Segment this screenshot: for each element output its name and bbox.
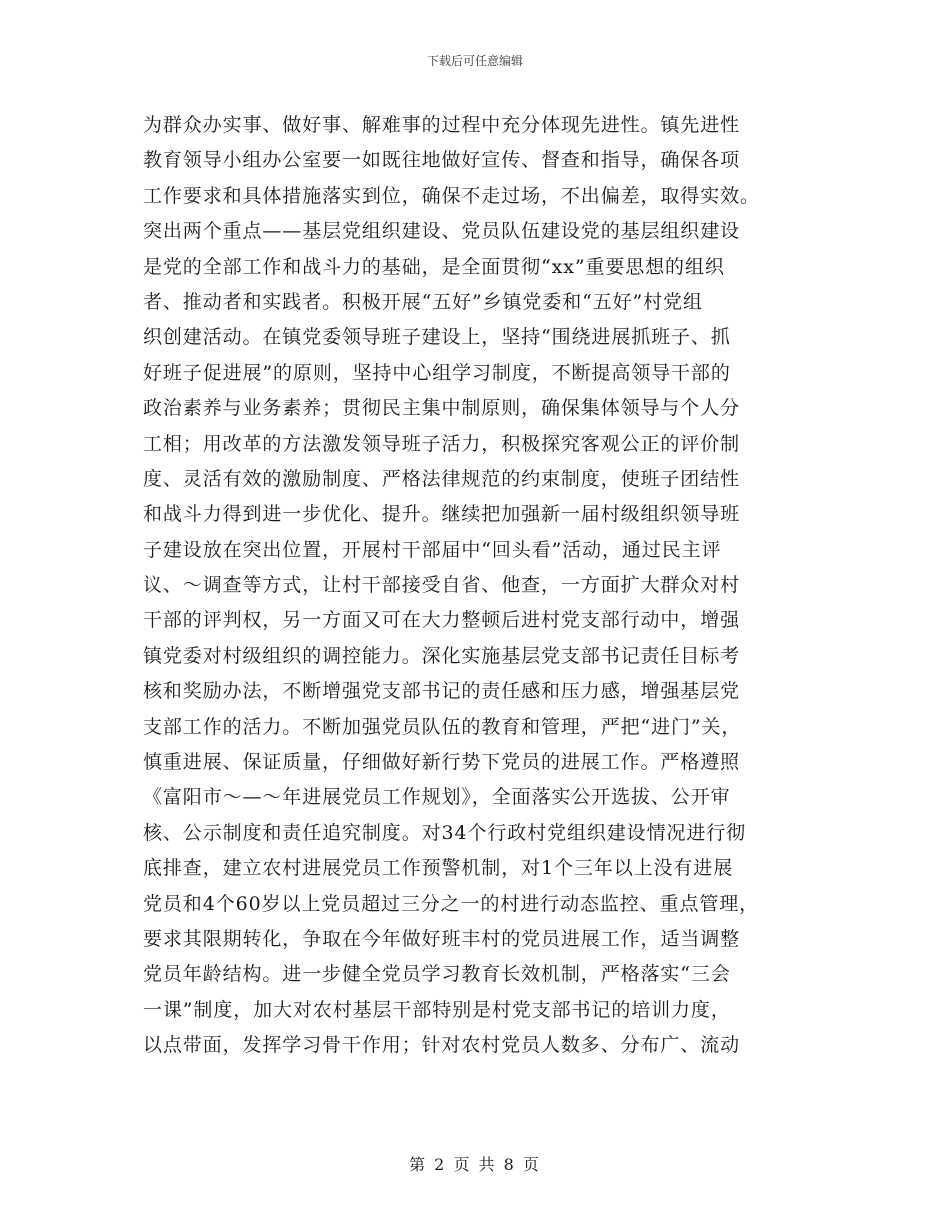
text-line: 《富阳市～—～年进展党员工作规划》，全面落实公开选拔、公开审 xyxy=(143,786,731,809)
text-line: 度、灵活有效的激励制度、严格法律规范的约束制度，使班子团结性 xyxy=(143,467,741,490)
text-line: 党员和4个60岁以上党员超过三分之一的村进行动态监控、重点管理， xyxy=(143,892,760,915)
body-text xyxy=(143,108,823,1064)
text-line: 党员年龄结构。进一步健全党员学习教育长效机制，严格落实“三会 xyxy=(143,963,731,986)
text-line: 织创建活动。在镇党委领导班子建设上，坚持“围绕进展抓班子、抓 xyxy=(143,326,731,349)
text-line: 好班子促进展”的原则，坚持中心组学习制度，不断提高领导干部的 xyxy=(143,361,731,384)
text-line: 底排查，建立农村进展党员工作预警机制，对1个三年以上没有进展 xyxy=(143,857,734,880)
text-line: 和战斗力得到进一步优化、提升。继续把加强新一届村级组织领导班 xyxy=(143,503,741,526)
text-line: 镇党委对村级组织的调控能力。深化实施基层党支部书记责任目标考 xyxy=(143,644,741,667)
text-line: 教育领导小组办公室要一如既往地做好宣传、督查和指导，确保各项 xyxy=(143,149,741,172)
text-line: 议、～调查等方式，让村干部接受自省、他查，一方面扩大群众对村 xyxy=(143,574,741,597)
text-line: 工相；用改革的方法激发领导班子活力，积极探究客观公正的评价制 xyxy=(143,432,741,455)
text-line: 政治素养与业务素养；贯彻民主集中制原则，确保集体领导与个人分 xyxy=(143,397,741,420)
text-line: 以点带面，发挥学习骨干作用；针对农村党员人数多、分布广、流动 xyxy=(143,1034,741,1057)
page-header: 下载后可任意编辑 xyxy=(426,54,523,68)
text-line: 慎重进展、保证质量，仔细做好新行势下党员的进展工作。严格遵照 xyxy=(143,751,741,774)
page-number: 第 2 页 共 8 页 xyxy=(409,1155,541,1174)
text-line: 干部的评判权，另一方面又可在大力整顿后进村党支部行动中，增强 xyxy=(143,609,741,632)
text-line: 为群众办实事、做好事、解难事的过程中充分体现先进性。镇先进性 xyxy=(143,114,741,136)
text-line: 要求其限期转化，争取在今年做好班丰村的党员进展工作，适当调整 xyxy=(143,927,741,950)
text-line: 核和奖励办法，不断增强党支部书记的责任感和压力感，增强基层党 xyxy=(143,680,741,703)
text-line: 核、公示制度和责任追究制度。对34个行政村党组织建设情况进行彻 xyxy=(143,821,747,844)
text-line: 支部工作的活力。不断加强党员队伍的教育和管理，严把“进门”关， xyxy=(143,715,742,738)
text-line: 是党的全部工作和战斗力的基础，是全面贯彻“xx”重要思想的组织 xyxy=(143,255,725,278)
text-line: 工作要求和具体措施落实到位，确保不走过场，不出偏差，取得实效。 xyxy=(143,184,760,207)
text-line: 突出两个重点——基层党组织建设、党员队伍建设党的基层组织建设 xyxy=(143,220,741,243)
text-line: 子建设放在突出位置，开展村干部届中“回头看”活动，通过民主评 xyxy=(143,538,722,561)
text-line: 者、推动者和实践者。积极开展“五好”乡镇党委和“五好”村党组 xyxy=(143,290,703,313)
text-line: 一课”制度，加大对农村基层干部特别是村党支部书记的培训力度， xyxy=(143,998,731,1021)
